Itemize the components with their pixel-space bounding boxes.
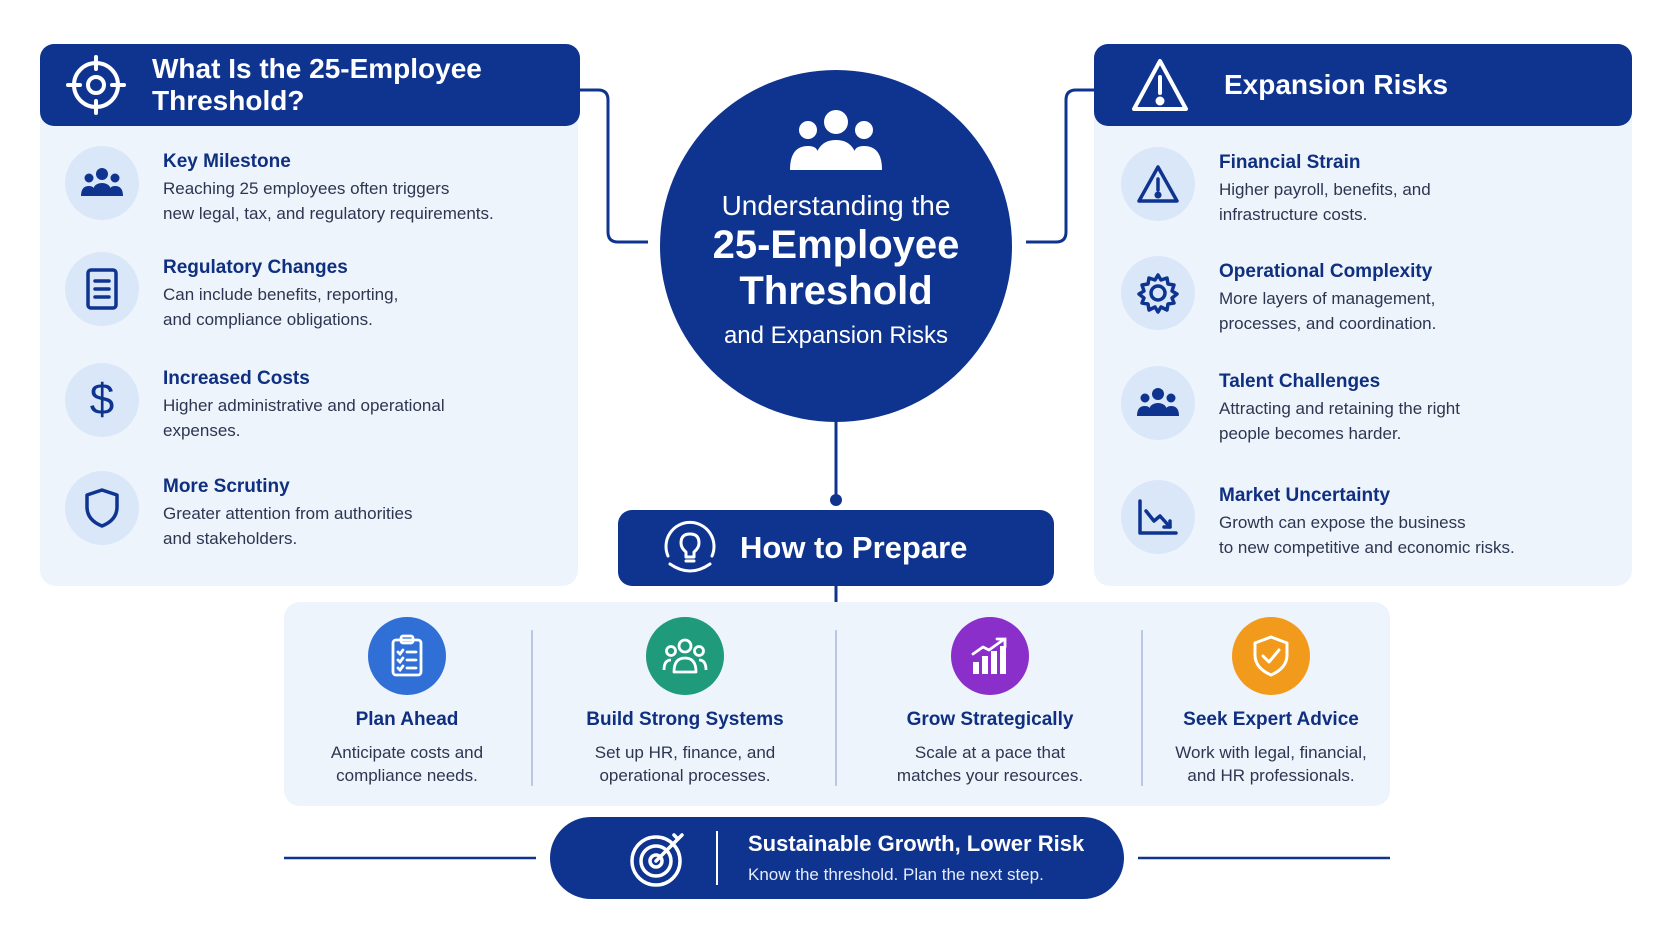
item-text-line: Can include benefits, reporting, xyxy=(163,285,399,304)
item-title: Increased Costs xyxy=(163,368,310,389)
item-text-line: infrastructure costs. xyxy=(1219,205,1368,224)
step-grow-strategically xyxy=(860,617,1120,787)
item-text-line: people becomes harder. xyxy=(1219,424,1402,443)
item-title: Market Uncertainty xyxy=(1219,485,1391,506)
right-panel-header xyxy=(1094,44,1632,126)
center-title-line2: 25-Employee xyxy=(712,223,960,267)
item-text-line: Reaching 25 employees often triggers xyxy=(163,179,450,198)
item-title: Key Milestone xyxy=(163,151,291,172)
prepare-header xyxy=(618,510,1054,586)
document-icon xyxy=(65,252,139,326)
prepare-title: How to Prepare xyxy=(740,530,968,565)
item-text-line: and compliance obligations. xyxy=(163,310,373,329)
item-text-line: and stakeholders. xyxy=(163,529,298,548)
right-item-operational-complexity xyxy=(1121,256,1599,336)
step-seek-expert-advice xyxy=(1141,617,1401,787)
footer-separator xyxy=(716,831,718,885)
item-title: Financial Strain xyxy=(1219,152,1361,173)
center-title-line3: Threshold xyxy=(739,269,933,313)
item-text-line: expenses. xyxy=(163,421,241,440)
step-title: Seek Expert Advice xyxy=(1183,709,1359,730)
step-text-line: matches your resources. xyxy=(896,766,1084,785)
item-text-line: Higher administrative and operational xyxy=(163,396,445,415)
dollar-icon: $ xyxy=(65,363,139,437)
step-text-line: Scale at a pace that xyxy=(914,743,1066,762)
item-text-line: to new competitive and economic risks. xyxy=(1219,538,1515,557)
item-text-line: Higher payroll, benefits, and xyxy=(1219,180,1431,199)
item-text-line: new legal, tax, and regulatory requirements. xyxy=(163,204,494,223)
footer-banner xyxy=(550,817,1124,899)
item-text-line: Attracting and retaining the right xyxy=(1219,399,1460,418)
left-item-increased-costs xyxy=(65,363,543,443)
center-title-line4: and Expansion Risks xyxy=(723,322,949,349)
step-text-line: and HR professionals. xyxy=(1187,766,1355,785)
item-text-line: Greater attention from authorities xyxy=(163,504,413,523)
right-item-talent-challenges xyxy=(1121,366,1599,446)
clipboard-icon xyxy=(368,617,446,695)
step-plan-ahead xyxy=(277,617,537,787)
left-panel-title-line1: What Is the 25-Employee xyxy=(152,53,482,84)
warning-icon xyxy=(1121,147,1195,221)
step-title: Build Strong Systems xyxy=(586,709,784,730)
footer-subtitle: Know the threshold. Plan the next step. xyxy=(748,865,1044,884)
step-title: Plan Ahead xyxy=(355,709,459,730)
people-icon xyxy=(1121,366,1195,440)
shield-check-icon xyxy=(1232,617,1310,695)
step-text-line: Set up HR, finance, and xyxy=(594,743,776,762)
left-item-key-milestone xyxy=(65,146,543,226)
center-title-circle xyxy=(660,70,1012,422)
item-text-line: processes, and coordination. xyxy=(1219,314,1437,333)
item-title: More Scrutiny xyxy=(163,476,290,497)
item-title: Talent Challenges xyxy=(1219,371,1381,392)
footer-title: Sustainable Growth, Lower Risk xyxy=(748,831,1085,856)
step-divider xyxy=(835,630,837,786)
warning-icon xyxy=(1130,57,1190,113)
team-icon xyxy=(646,617,724,695)
left-panel-title-line2: Threshold? xyxy=(152,85,305,116)
center-title-line1: Understanding the xyxy=(721,190,951,221)
left-panel-header xyxy=(40,44,580,126)
crosshair-icon xyxy=(66,55,126,115)
declining-chart-icon xyxy=(1121,480,1195,554)
step-divider xyxy=(531,630,533,786)
people-icon xyxy=(786,108,886,177)
item-title: Regulatory Changes xyxy=(163,257,348,278)
step-text-line: operational processes. xyxy=(599,766,771,785)
lightbulb-icon xyxy=(662,520,718,576)
step-title: Grow Strategically xyxy=(906,709,1074,730)
shield-icon xyxy=(65,471,139,545)
item-text-line: More layers of management, xyxy=(1219,289,1436,308)
people-icon xyxy=(65,146,139,220)
left-item-more-scrutiny xyxy=(65,471,543,551)
step-text-line: Anticipate costs and xyxy=(330,743,484,762)
step-build-strong-systems xyxy=(555,617,815,787)
right-item-financial-strain xyxy=(1121,147,1599,227)
item-text-line: Growth can expose the business xyxy=(1219,513,1466,532)
step-text-line: Work with legal, financial, xyxy=(1175,743,1367,762)
gear-icon xyxy=(1121,256,1195,330)
right-panel-title: Expansion Risks xyxy=(1224,69,1449,100)
target-icon xyxy=(628,829,688,894)
right-item-market-uncertainty xyxy=(1121,480,1639,560)
step-text-line: compliance needs. xyxy=(336,766,478,785)
item-title: Operational Complexity xyxy=(1219,261,1433,282)
left-item-regulatory-changes xyxy=(65,252,543,332)
growth-chart-icon xyxy=(951,617,1029,695)
